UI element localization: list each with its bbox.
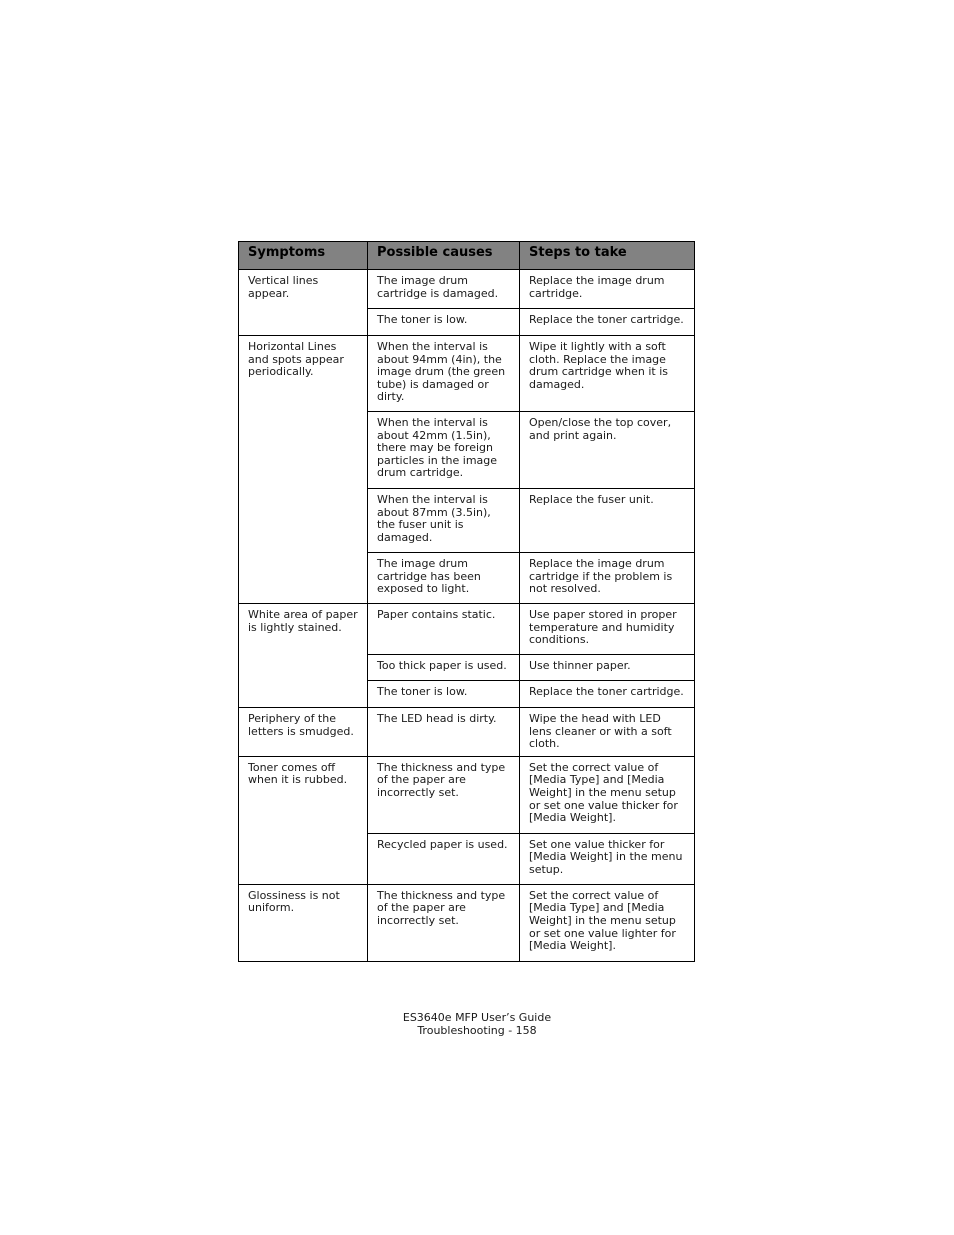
- header-possible-causes: Possible causes: [368, 242, 520, 270]
- cause-cell: The toner is low.: [368, 681, 520, 708]
- troubleshooting-table-container: [238, 241, 694, 962]
- step-cell: Wipe the head with LED lens cleaner or with a soft cloth.: [520, 708, 695, 757]
- cause-cell: The thickness and type of the paper are incorrectly set.: [368, 756, 520, 833]
- step-cell: Replace the toner cartridge.: [520, 309, 695, 336]
- step-cell: Set the correct value of [Media Type] and [Media Weight] in the menu setup or set one value thicker for [Media Weight].: [520, 756, 695, 833]
- step-cell: Replace the toner cartridge.: [520, 681, 695, 708]
- cause-cell: The image drum cartridge is damaged.: [368, 270, 520, 309]
- cause-cell: When the interval is about 42mm (1.5in), there may be foreign particles in the image drum cartridge.: [368, 412, 520, 489]
- table-row: [239, 270, 695, 309]
- troubleshooting-table: [238, 241, 695, 962]
- cause-cell: When the interval is about 87mm (3.5in), the fuser unit is damaged.: [368, 489, 520, 553]
- page-footer: [0, 1012, 954, 1037]
- step-cell: Wipe it lightly with a soft cloth. Replace the image drum cartridge when it is damaged.: [520, 336, 695, 412]
- step-cell: Use thinner paper.: [520, 655, 695, 681]
- cause-cell: Recycled paper is used.: [368, 833, 520, 884]
- symptom-cell: Periphery of the letters is smudged.: [239, 708, 368, 757]
- footer-page-label: Troubleshooting - 158: [417, 1023, 537, 1037]
- table-row: [239, 708, 695, 757]
- symptom-cell: Toner comes off when it is rubbed.: [239, 756, 368, 884]
- step-cell: Use paper stored in proper temperature and humidity conditions.: [520, 604, 695, 655]
- step-cell: Replace the image drum cartridge if the problem is not resolved.: [520, 553, 695, 604]
- step-cell: Set one value thicker for [Media Weight] in the menu setup.: [520, 833, 695, 884]
- table-row: [239, 336, 695, 412]
- cause-cell: The thickness and type of the paper are incorrectly set.: [368, 884, 520, 961]
- cause-cell: The LED head is dirty.: [368, 708, 520, 757]
- header-symptoms: Symptoms: [239, 242, 368, 270]
- step-cell: Replace the fuser unit.: [520, 489, 695, 553]
- cause-cell: Too thick paper is used.: [368, 655, 520, 681]
- table-row: [239, 604, 695, 655]
- table-row: [239, 884, 695, 961]
- header-steps-to-take: Steps to take: [520, 242, 695, 270]
- cause-cell: The toner is low.: [368, 309, 520, 336]
- cause-cell: When the interval is about 94mm (4in), the image drum (the green tube) is damaged or dirty.: [368, 336, 520, 412]
- footer-guide-title: ES3640e MFP User’s Guide: [402, 1011, 552, 1024]
- symptom-cell: Horizontal Lines and spots appear periodically.: [239, 336, 368, 604]
- table-row: [239, 756, 695, 833]
- symptom-cell: Vertical lines appear.: [239, 270, 368, 336]
- step-cell: Set the correct value of [Media Type] and [Media Weight] in the menu setup or set one value lighter for [Media Weight].: [520, 884, 695, 961]
- symptom-cell: Glossiness is not uniform.: [239, 884, 368, 961]
- cause-cell: Paper contains static.: [368, 604, 520, 655]
- step-cell: Replace the image drum cartridge.: [520, 270, 695, 309]
- table-header-row: [239, 242, 695, 270]
- step-cell: Open/close the top cover, and print again.: [520, 412, 695, 489]
- cause-cell: The image drum cartridge has been exposed to light.: [368, 553, 520, 604]
- symptom-cell: White area of paper is lightly stained.: [239, 604, 368, 708]
